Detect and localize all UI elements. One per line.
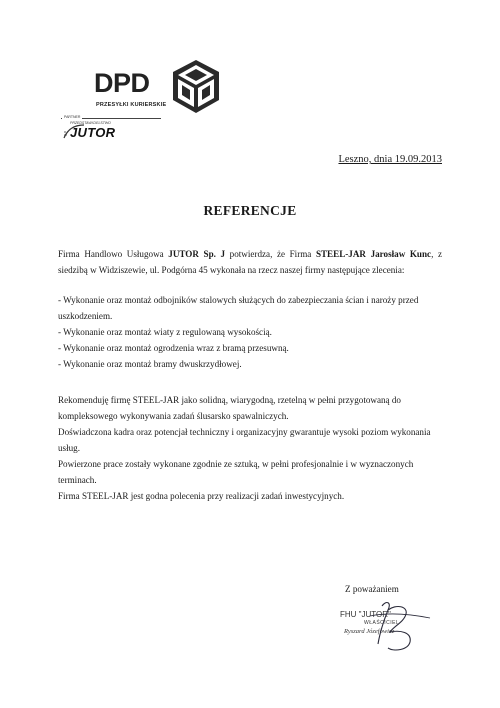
jutor-name: JUTOR <box>70 125 116 140</box>
task-list <box>58 292 442 372</box>
task-item: - Wykonanie oraz montaż odbojników stalowych służących do zabezpieczania ścian i naroży przed uszkodzeniem. <box>58 295 419 321</box>
jutor-small-text: PRZEDSTAWICIELSTWO <box>70 121 111 125</box>
intro-text-3: , z siedzibą w Widziszewie, ul. Podgórna 45 wykonała na rzecz naszej firmy następujące zlecenia: <box>58 249 443 275</box>
letter-date: Leszno, dnia 19.09.2013 <box>338 154 442 165</box>
task-item: - Wykonanie oraz montaż bramy dwuskrzydłowej. <box>58 359 242 369</box>
handwritten-signature <box>330 598 450 658</box>
recommendation-line: Firma STEEL-JAR jest godna polecenia przy realizacji zadań inwestycyjnych. <box>58 491 345 501</box>
task-item: - Wykonanie oraz montaż wiaty z regulowaną wysokością. <box>58 327 272 337</box>
recommendation-line: Doświadczona kadra oraz potencjał techniczny i organizacyjny gwarantuje wysoki poziom wykonania usług. <box>58 427 431 453</box>
dpd-cube-icon <box>170 58 222 116</box>
intro-text-2: potwierdza, że Firma <box>225 249 316 259</box>
intro-paragraph <box>58 246 442 278</box>
closing-salutation: Z poważaniem <box>345 584 399 594</box>
recommendation-paragraph <box>58 392 442 504</box>
company-steel-jar: STEEL-JAR Jarosław Kunc <box>315 249 432 259</box>
dpd-subtitle: PRZESYŁKI KURIERSKIE <box>96 102 167 108</box>
company-jutor: JUTOR Sp. J <box>168 249 226 259</box>
stamp-owner-name: Ryszard Józefowicz <box>344 628 395 635</box>
intro-text-1: Firma Handlowo Usługowa <box>58 249 169 259</box>
partner-label: PARTNER <box>64 115 81 119</box>
recommendation-line: Powierzone prace zostały wykonane zgodnie ze sztuką, w pełni profesjonalnie i w wyznaczonych terminach. <box>58 459 414 485</box>
recommendation-line: Rekomenduję firmę STEEL-JAR jako solidną, wiarygodną, rzetelną w pełni przygotowaną do kompleksowego wykonywania zadań ślusarsko spawalniczych. <box>58 395 401 421</box>
stamp-company: FHU "JUTOR" <box>340 610 391 619</box>
dpd-brand: DPD <box>94 68 150 98</box>
letter-title: REFERENCJE <box>203 203 297 218</box>
stamp-role: WŁAŚCICIEL <box>364 620 400 626</box>
task-item: - Wykonanie oraz montaż ogrodzenia wraz z bramą przesuwną. <box>58 343 289 353</box>
stamp-and-signature <box>330 598 450 658</box>
dpd-jutor-logo <box>58 58 228 148</box>
